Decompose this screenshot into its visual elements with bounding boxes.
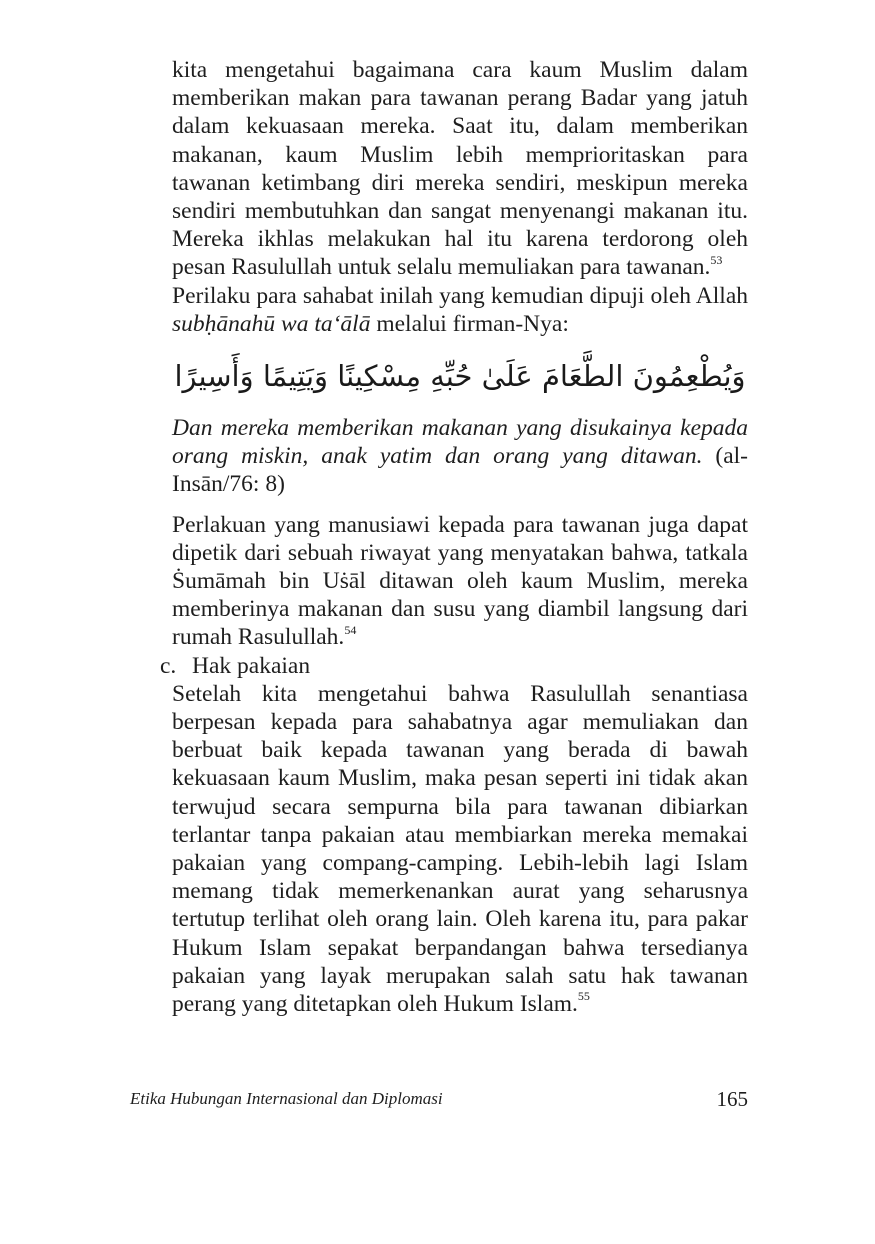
section-title: Hak pakaian bbox=[192, 652, 311, 679]
paragraph-text: Perlakuan yang manusiawi kepada para tawanan juga dapat dipetik dari sebuah riwayat yang menyatakan bahwa, tatkala Ṡumāmah bin Uṡāl ditawan oleh kaum Muslim, mereka memberinya makanan dan susu yang diambil langsung dari rumah Rasulullah. bbox=[172, 511, 748, 651]
verse-translation-text: Dan mereka memberikan makanan yang disukainya kepada orang miskin, anak yatim dan orang yang ditawan. bbox=[172, 415, 748, 470]
footnote-ref-53[interactable]: 53 bbox=[710, 252, 723, 267]
paragraph-clothing-right bbox=[172, 680, 748, 1018]
page-number: 165 bbox=[716, 1087, 748, 1111]
paragraph-badar-prisoners bbox=[172, 56, 748, 338]
page-footer bbox=[130, 1084, 748, 1114]
paragraph-text: Setelah kita mengetahui bahwa Rasulullah senantiasa berpesan kepada para sahabatnya agar memuliakan dan berbuat baik kepada tawanan yang berada di bawah kekuasaan kaum Muslim, maka pesan seperti ini tidak akan terwujud secara sempurna bila para tawanan dibiarkan terlantar tanpa pakaian atau membiarkan mereka memakai pakaian yang compang-camping. Lebih-lebih lagi Islam memang tidak memerkenankan aurat yang seharusnya tertutup terlihat oleh orang lain. Oleh karena itu, para pakar Hukum Islam sepakat berpandangan bahwa tersedianya pakaian yang layak merupakan salah satu hak tawanan perang yang ditetapkan oleh Hukum Islam. bbox=[172, 680, 748, 1018]
verse-citation: (al-Insān/76: 8) bbox=[172, 443, 748, 498]
paragraph-sumamah bbox=[172, 511, 748, 652]
honorific-phrase: subḥānahū wa ta‘ālā bbox=[172, 310, 371, 337]
footnote-ref-54[interactable]: 54 bbox=[344, 622, 357, 637]
footnote-ref-55[interactable]: 55 bbox=[577, 989, 590, 1004]
page-body bbox=[160, 56, 748, 1018]
running-title: Etika Hubungan Internasional dan Diplomasi bbox=[130, 1089, 443, 1108]
verse-translation bbox=[172, 414, 748, 499]
paragraph-continuation: Perilaku para sahabat inilah yang kemudian dipuji oleh Allah bbox=[172, 282, 748, 309]
section-heading-c bbox=[160, 652, 748, 680]
paragraph-text: kita mengetahui bagaimana cara kaum Muslim dalam memberikan makan para tawanan perang Badar yang jatuh dalam kekuasaan mereka. Saat itu, dalam memberikan makanan, kaum Muslim lebih memprioritaskan para tawanan ketimbang diri mereka sendiri, meskipun mereka sendiri membutuhkan dan sangat menyenangi makanan itu. Mereka ikhlas melakukan hal itu karena terdorong oleh pesan Rasulullah untuk selalu memuliakan para tawanan. bbox=[172, 57, 748, 281]
paragraph-continuation-end: melalui firman-Nya: bbox=[370, 310, 569, 337]
quran-verse-arabic: وَيُطْعِمُونَ الطَّعَامَ عَلَىٰ حُبِّهِ مِسْكِينًا وَيَتِيمًا وَأَسِيرًا bbox=[174, 359, 746, 394]
list-marker: c. bbox=[160, 652, 177, 679]
